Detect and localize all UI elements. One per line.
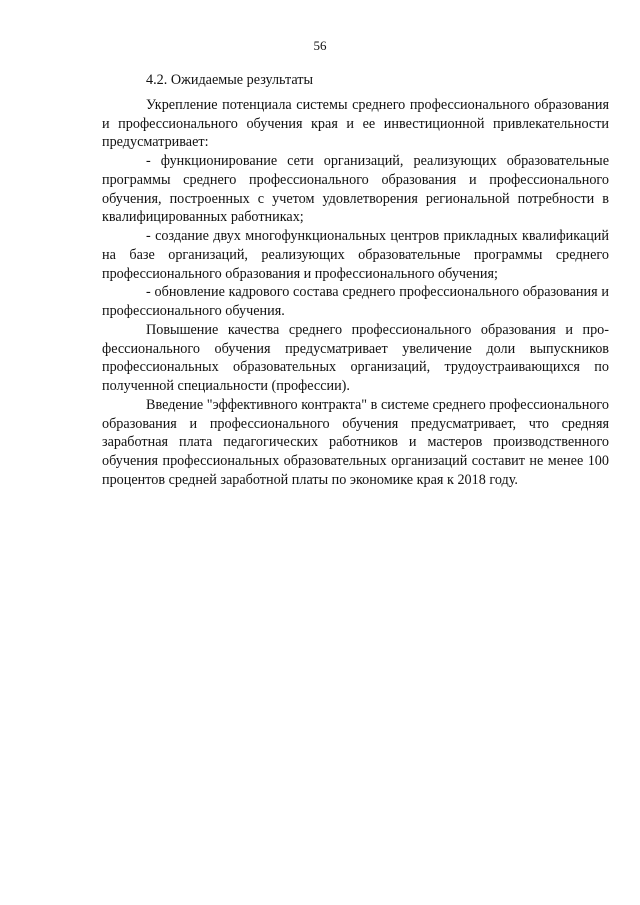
paragraph-quality: Повышение качества среднего профессионального образования и профессионального обучения предусматривает увеличение доли выпускников профессиональных образовательных организаций, трудоустраивающихся по полученной специальности (профессии). <box>102 321 609 394</box>
paragraph-intro: Укрепление потенциала системы среднего профессионального образования и профессионального обучения края и ее инвестиционной привлекательности предусматривает: <box>102 96 609 151</box>
list-item-centers: - создание двух многофункциональных центров прикладных квалификаций на базе организаций, реализующих образовательные программы среднего профессионального образования и профессионального обучения; <box>102 228 609 282</box>
section-heading: 4.2. Ожидаемые результаты <box>146 72 314 88</box>
page-number: 56 <box>313 38 327 53</box>
paragraph-contract: Введение "эффективного контракта" в системе среднего профессионального образования и профессионального обучения предусматривает, что средняя заработная плата педагогических работников и мастеров производственного обучения профессиональных образовательных организаций составит не менее 100 процентов средней заработной платы по экономике края к 2018 году. <box>102 396 609 488</box>
list-item-staff: - обновление кадрового состава среднего профессионального образования и профессионального обучения. <box>102 284 609 319</box>
list-item-network: - функционирование сети организаций, реализующих образовательные программы среднего профессионального образования и профессионального обучения, построенных с учетом удовлетворения региональной потребности в квалифицированных работниках; <box>102 153 609 226</box>
section-content <box>102 71 609 490</box>
